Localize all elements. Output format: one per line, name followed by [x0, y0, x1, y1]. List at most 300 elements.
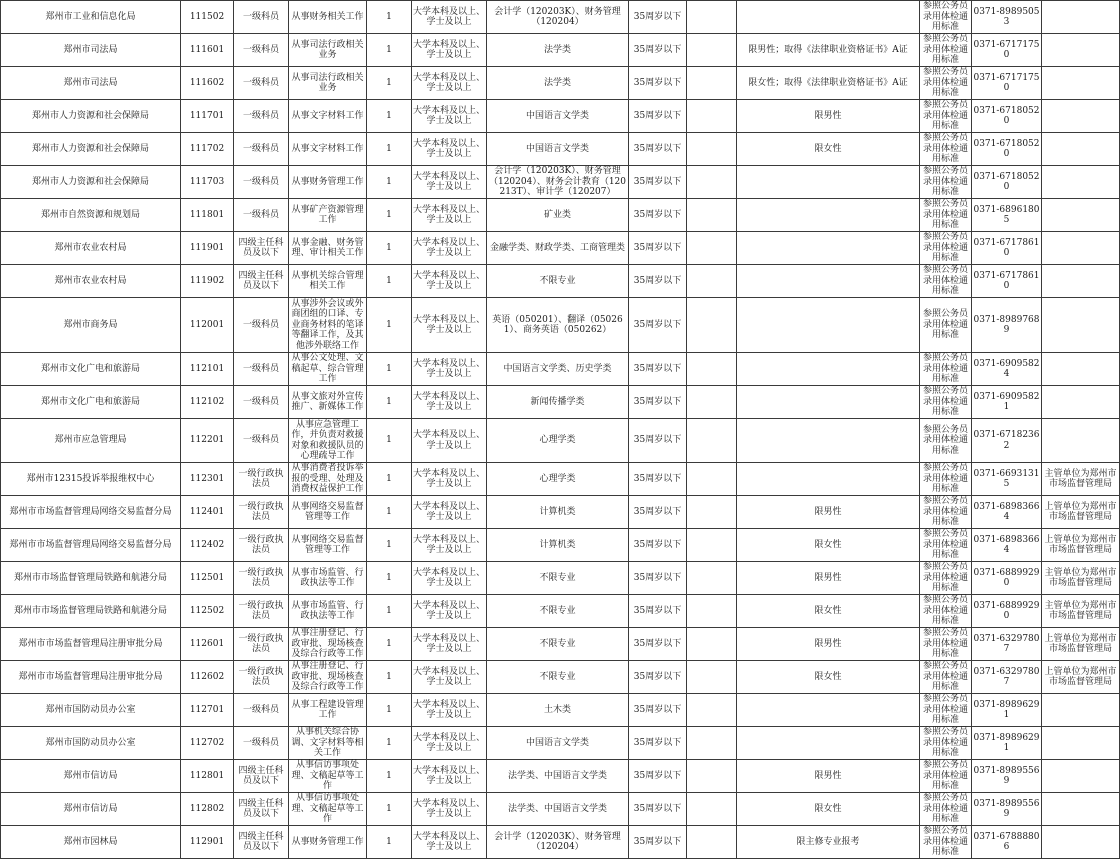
phone-cell: 0371-89897689 — [972, 298, 1042, 353]
unit-cell: 郑州市农业农村局 — [1, 265, 181, 298]
code-cell: 112701 — [181, 694, 234, 727]
code-cell: 112501 — [181, 562, 234, 595]
duty-cell: 从事网络交易监督管理等工作 — [289, 496, 367, 529]
count-cell: 1 — [367, 661, 412, 694]
unit-cell: 郑州市人力资源和社会保障局 — [1, 100, 181, 133]
major-cell: 会计学（120203K）、财务管理（120204）、财务会计教育（120213T）、审计学（120207） — [487, 166, 629, 199]
physical-cell: 参照公务员录用体检通用标准 — [920, 419, 972, 463]
duty-cell: 从事文字材料工作 — [289, 100, 367, 133]
phone-cell: 0371-68983664 — [972, 496, 1042, 529]
table-row — [1, 199, 1120, 232]
remark-cell — [1042, 727, 1120, 760]
rank-cell: 一级行政执法员 — [234, 529, 289, 562]
major-cell: 心理学类 — [487, 419, 629, 463]
unit-cell: 郑州市人力资源和社会保障局 — [1, 166, 181, 199]
major-cell: 法学类 — [487, 67, 629, 100]
table-row — [1, 595, 1120, 628]
other-cell — [687, 1, 737, 34]
code-cell: 112901 — [181, 826, 234, 859]
unit-cell: 郑州市人力资源和社会保障局 — [1, 133, 181, 166]
code-cell: 111601 — [181, 34, 234, 67]
code-cell: 112401 — [181, 496, 234, 529]
duty-cell: 从事工程建设管理工作 — [289, 694, 367, 727]
education-cell: 大学本科及以上、学士及以上 — [412, 826, 487, 859]
other-cell — [687, 727, 737, 760]
physical-cell: 参照公务员录用体检通用标准 — [920, 67, 972, 100]
major-cell: 不限专业 — [487, 661, 629, 694]
condition-cell — [737, 1, 920, 34]
physical-cell: 参照公务员录用体检通用标准 — [920, 232, 972, 265]
rank-cell: 一级行政执法员 — [234, 562, 289, 595]
count-cell: 1 — [367, 694, 412, 727]
condition-cell — [737, 199, 920, 232]
remark-cell — [1042, 67, 1120, 100]
age-cell: 35周岁以下 — [629, 419, 687, 463]
phone-cell: 0371-89896291 — [972, 727, 1042, 760]
education-cell: 大学本科及以上、学士及以上 — [412, 1, 487, 34]
rank-cell: 一级科员 — [234, 386, 289, 419]
table-row — [1, 419, 1120, 463]
condition-cell — [737, 463, 920, 496]
table-row — [1, 298, 1120, 353]
rank-cell: 一级科员 — [234, 353, 289, 386]
other-cell — [687, 661, 737, 694]
phone-cell: 0371-67888806 — [972, 826, 1042, 859]
education-cell: 大学本科及以上、学士及以上 — [412, 232, 487, 265]
table-row — [1, 496, 1120, 529]
education-cell: 大学本科及以上、学士及以上 — [412, 67, 487, 100]
condition-cell: 限女性 — [737, 595, 920, 628]
remark-cell — [1042, 166, 1120, 199]
condition-cell — [737, 694, 920, 727]
education-cell: 大学本科及以上、学士及以上 — [412, 694, 487, 727]
phone-cell: 0371-63297807 — [972, 628, 1042, 661]
education-cell: 大学本科及以上、学士及以上 — [412, 133, 487, 166]
other-cell — [687, 793, 737, 826]
other-cell — [687, 463, 737, 496]
other-cell — [687, 562, 737, 595]
condition-cell: 限男性 — [737, 562, 920, 595]
unit-cell: 郑州市市场监督管理局铁路和航港分局 — [1, 562, 181, 595]
count-cell: 1 — [367, 793, 412, 826]
major-cell: 不限专业 — [487, 628, 629, 661]
remark-cell — [1042, 133, 1120, 166]
table-row — [1, 265, 1120, 298]
unit-cell: 郑州市市场监督管理局网络交易监督分局 — [1, 529, 181, 562]
physical-cell: 参照公务员录用体检通用标准 — [920, 661, 972, 694]
other-cell — [687, 353, 737, 386]
education-cell: 大学本科及以上、学士及以上 — [412, 496, 487, 529]
unit-cell: 郑州市信访局 — [1, 793, 181, 826]
table-row — [1, 232, 1120, 265]
age-cell: 35周岁以下 — [629, 463, 687, 496]
major-cell: 土木类 — [487, 694, 629, 727]
condition-cell — [737, 298, 920, 353]
rank-cell: 四级主任科员及以下 — [234, 793, 289, 826]
table-row — [1, 100, 1120, 133]
rank-cell: 一级行政执法员 — [234, 595, 289, 628]
table-row — [1, 760, 1120, 793]
duty-cell: 从事消费者投诉举报的受理、处理及消费权益保护工作 — [289, 463, 367, 496]
other-cell — [687, 760, 737, 793]
count-cell: 1 — [367, 628, 412, 661]
condition-cell — [737, 232, 920, 265]
remark-cell — [1042, 1, 1120, 34]
education-cell: 大学本科及以上、学士及以上 — [412, 386, 487, 419]
phone-cell: 0371-67182362 — [972, 419, 1042, 463]
condition-cell — [737, 727, 920, 760]
rank-cell: 一级科员 — [234, 67, 289, 100]
phone-cell: 0371-69095824 — [972, 353, 1042, 386]
duty-cell: 从事网络交易监督管理等工作 — [289, 529, 367, 562]
unit-cell: 郑州市信访局 — [1, 760, 181, 793]
rank-cell: 四级主任科员及以下 — [234, 826, 289, 859]
duty-cell: 从事市场监管、行政执法等工作 — [289, 595, 367, 628]
physical-cell: 参照公务员录用体检通用标准 — [920, 529, 972, 562]
duty-cell: 从事司法行政相关业务 — [289, 34, 367, 67]
remark-cell — [1042, 826, 1120, 859]
rank-cell: 一级行政执法员 — [234, 661, 289, 694]
table-row — [1, 529, 1120, 562]
remark-cell — [1042, 199, 1120, 232]
phone-cell: 0371-67171750 — [972, 34, 1042, 67]
phone-cell: 0371-68899290 — [972, 595, 1042, 628]
rank-cell: 一级科员 — [234, 199, 289, 232]
other-cell — [687, 419, 737, 463]
remark-cell — [1042, 298, 1120, 353]
code-cell: 112502 — [181, 595, 234, 628]
unit-cell: 郑州市市场监督管理局注册审批分局 — [1, 661, 181, 694]
code-cell: 111702 — [181, 133, 234, 166]
age-cell: 35周岁以下 — [629, 133, 687, 166]
condition-cell: 限男性 — [737, 760, 920, 793]
major-cell: 新闻传播学类 — [487, 386, 629, 419]
table-row — [1, 727, 1120, 760]
physical-cell: 参照公务员录用体检通用标准 — [920, 133, 972, 166]
other-cell — [687, 595, 737, 628]
rank-cell: 一级行政执法员 — [234, 628, 289, 661]
duty-cell: 从事财务管理工作 — [289, 166, 367, 199]
count-cell: 1 — [367, 199, 412, 232]
count-cell: 1 — [367, 727, 412, 760]
duty-cell: 从事机关综合协调、文字材料等相关工作 — [289, 727, 367, 760]
physical-cell: 参照公务员录用体检通用标准 — [920, 562, 972, 595]
rank-cell: 四级主任科员及以下 — [234, 265, 289, 298]
duty-cell: 从事信访事项处理、文稿起草等工作 — [289, 760, 367, 793]
education-cell: 大学本科及以上、学士及以上 — [412, 419, 487, 463]
age-cell: 35周岁以下 — [629, 353, 687, 386]
other-cell — [687, 199, 737, 232]
rank-cell: 一级科员 — [234, 1, 289, 34]
unit-cell: 郑州市国防动员办公室 — [1, 727, 181, 760]
education-cell: 大学本科及以上、学士及以上 — [412, 529, 487, 562]
rank-cell: 四级主任科员及以下 — [234, 760, 289, 793]
other-cell — [687, 298, 737, 353]
condition-cell: 限女性 — [737, 793, 920, 826]
code-cell: 112402 — [181, 529, 234, 562]
age-cell: 35周岁以下 — [629, 727, 687, 760]
age-cell: 35周岁以下 — [629, 562, 687, 595]
physical-cell: 参照公务员录用体检通用标准 — [920, 34, 972, 67]
table-row — [1, 463, 1120, 496]
major-cell: 法学类、中国语言文学类 — [487, 793, 629, 826]
unit-cell: 郑州市12315投诉举报维权中心 — [1, 463, 181, 496]
other-cell — [687, 265, 737, 298]
code-cell: 112602 — [181, 661, 234, 694]
physical-cell: 参照公务员录用体检通用标准 — [920, 265, 972, 298]
physical-cell: 参照公务员录用体检通用标准 — [920, 386, 972, 419]
duty-cell: 从事市场监管、行政执法等工作 — [289, 562, 367, 595]
education-cell: 大学本科及以上、学士及以上 — [412, 265, 487, 298]
remark-cell — [1042, 386, 1120, 419]
code-cell: 112201 — [181, 419, 234, 463]
condition-cell — [737, 419, 920, 463]
phone-cell: 0371-89895569 — [972, 793, 1042, 826]
count-cell: 1 — [367, 1, 412, 34]
education-cell: 大学本科及以上、学士及以上 — [412, 727, 487, 760]
code-cell: 111801 — [181, 199, 234, 232]
phone-cell: 0371-69095821 — [972, 386, 1042, 419]
age-cell: 35周岁以下 — [629, 265, 687, 298]
table-row — [1, 628, 1120, 661]
unit-cell: 郑州市市场监督管理局铁路和航港分局 — [1, 595, 181, 628]
major-cell: 会计学（120203K）、财务管理（120204） — [487, 826, 629, 859]
age-cell: 35周岁以下 — [629, 166, 687, 199]
count-cell: 1 — [367, 760, 412, 793]
remark-cell — [1042, 100, 1120, 133]
physical-cell: 参照公务员录用体检通用标准 — [920, 760, 972, 793]
phone-cell: 0371-89896291 — [972, 694, 1042, 727]
unit-cell: 郑州市工业和信息化局 — [1, 1, 181, 34]
count-cell: 1 — [367, 100, 412, 133]
other-cell — [687, 166, 737, 199]
major-cell: 法学类 — [487, 34, 629, 67]
other-cell — [687, 529, 737, 562]
age-cell: 35周岁以下 — [629, 661, 687, 694]
code-cell: 111602 — [181, 67, 234, 100]
major-cell: 中国语言文学类、历史学类 — [487, 353, 629, 386]
phone-cell: 0371-67178610 — [972, 232, 1042, 265]
unit-cell: 郑州市市场监督管理局网络交易监督分局 — [1, 496, 181, 529]
age-cell: 35周岁以下 — [629, 232, 687, 265]
major-cell: 中国语言文学类 — [487, 133, 629, 166]
physical-cell: 参照公务员录用体检通用标准 — [920, 463, 972, 496]
other-cell — [687, 232, 737, 265]
table-row — [1, 1, 1120, 34]
rank-cell: 一级科员 — [234, 166, 289, 199]
table-row — [1, 133, 1120, 166]
code-cell: 111901 — [181, 232, 234, 265]
duty-cell: 从事机关综合管理相关工作 — [289, 265, 367, 298]
education-cell: 大学本科及以上、学士及以上 — [412, 562, 487, 595]
rank-cell: 一级科员 — [234, 100, 289, 133]
code-cell: 111902 — [181, 265, 234, 298]
duty-cell: 从事公文处理、文稿起草、综合管理工作 — [289, 353, 367, 386]
phone-cell: 0371-67171750 — [972, 67, 1042, 100]
other-cell — [687, 34, 737, 67]
condition-cell: 限男性；取得《法律职业资格证书》A证 — [737, 34, 920, 67]
duty-cell: 从事司法行政相关业务 — [289, 67, 367, 100]
education-cell: 大学本科及以上、学士及以上 — [412, 353, 487, 386]
rank-cell: 一级行政执法员 — [234, 463, 289, 496]
physical-cell: 参照公务员录用体检通用标准 — [920, 694, 972, 727]
table-row — [1, 694, 1120, 727]
duty-cell: 从事应急管理工作，并负责对救援对象和救援队员的心理疏导工作 — [289, 419, 367, 463]
education-cell: 大学本科及以上、学士及以上 — [412, 100, 487, 133]
code-cell: 111703 — [181, 166, 234, 199]
unit-cell: 郑州市司法局 — [1, 34, 181, 67]
major-cell: 不限专业 — [487, 595, 629, 628]
education-cell: 大学本科及以上、学士及以上 — [412, 463, 487, 496]
phone-cell: 0371-66931315 — [972, 463, 1042, 496]
physical-cell: 参照公务员录用体检通用标准 — [920, 298, 972, 353]
code-cell: 111502 — [181, 1, 234, 34]
code-cell: 112801 — [181, 760, 234, 793]
duty-cell: 从事金融、财务管理、审计相关工作 — [289, 232, 367, 265]
age-cell: 35周岁以下 — [629, 67, 687, 100]
age-cell: 35周岁以下 — [629, 529, 687, 562]
count-cell: 1 — [367, 265, 412, 298]
education-cell: 大学本科及以上、学士及以上 — [412, 199, 487, 232]
remark-cell: 主管单位为郑州市市场监督管理局 — [1042, 463, 1120, 496]
duty-cell: 从事文字材料工作 — [289, 133, 367, 166]
unit-cell: 郑州市市场监督管理局注册审批分局 — [1, 628, 181, 661]
age-cell: 35周岁以下 — [629, 298, 687, 353]
remark-cell — [1042, 419, 1120, 463]
phone-cell: 0371-68961805 — [972, 199, 1042, 232]
rank-cell: 一级行政执法员 — [234, 496, 289, 529]
education-cell: 大学本科及以上、学士及以上 — [412, 166, 487, 199]
rank-cell: 四级主任科员及以下 — [234, 232, 289, 265]
physical-cell: 参照公务员录用体检通用标准 — [920, 727, 972, 760]
count-cell: 1 — [367, 386, 412, 419]
table-row — [1, 793, 1120, 826]
count-cell: 1 — [367, 496, 412, 529]
other-cell — [687, 133, 737, 166]
count-cell: 1 — [367, 419, 412, 463]
duty-cell: 从事注册登记、行政审批、现场核查及综合行政等工作 — [289, 661, 367, 694]
other-cell — [687, 100, 737, 133]
major-cell: 矿业类 — [487, 199, 629, 232]
code-cell: 112301 — [181, 463, 234, 496]
physical-cell: 参照公务员录用体检通用标准 — [920, 353, 972, 386]
other-cell — [687, 826, 737, 859]
duty-cell: 从事信访事项处理、文稿起草等工作 — [289, 793, 367, 826]
rank-cell: 一级科员 — [234, 34, 289, 67]
major-cell: 计算机类 — [487, 529, 629, 562]
age-cell: 35周岁以下 — [629, 496, 687, 529]
other-cell — [687, 628, 737, 661]
physical-cell: 参照公务员录用体检通用标准 — [920, 826, 972, 859]
remark-cell — [1042, 760, 1120, 793]
condition-cell: 限女性 — [737, 133, 920, 166]
age-cell: 35周岁以下 — [629, 199, 687, 232]
other-cell — [687, 496, 737, 529]
major-cell: 会计学（120203K）、财务管理（120204） — [487, 1, 629, 34]
phone-cell: 0371-89895053 — [972, 1, 1042, 34]
age-cell: 35周岁以下 — [629, 628, 687, 661]
physical-cell: 参照公务员录用体检通用标准 — [920, 496, 972, 529]
table-row — [1, 353, 1120, 386]
age-cell: 35周岁以下 — [629, 760, 687, 793]
remark-cell — [1042, 232, 1120, 265]
phone-cell: 0371-68899290 — [972, 562, 1042, 595]
table-row — [1, 562, 1120, 595]
table-row — [1, 166, 1120, 199]
code-cell: 111701 — [181, 100, 234, 133]
education-cell: 大学本科及以上、学士及以上 — [412, 628, 487, 661]
major-cell: 心理学类 — [487, 463, 629, 496]
phone-cell: 0371-63297807 — [972, 661, 1042, 694]
count-cell: 1 — [367, 595, 412, 628]
education-cell: 大学本科及以上、学士及以上 — [412, 595, 487, 628]
unit-cell: 郑州市文化广电和旅游局 — [1, 386, 181, 419]
remark-cell: 上管单位为郑州市市场监督管理局 — [1042, 661, 1120, 694]
age-cell: 35周岁以下 — [629, 100, 687, 133]
remark-cell — [1042, 353, 1120, 386]
duty-cell: 从事注册登记、行政审批、现场核查及综合行政等工作 — [289, 628, 367, 661]
other-cell — [687, 694, 737, 727]
phone-cell: 0371-67180520 — [972, 166, 1042, 199]
remark-cell: 上管单位为郑州市市场监督管理局 — [1042, 529, 1120, 562]
count-cell: 1 — [367, 67, 412, 100]
duty-cell: 从事涉外会议或外商团组的口译、专业商务材料的笔译等翻译工作，及其他涉外联络工作 — [289, 298, 367, 353]
education-cell: 大学本科及以上、学士及以上 — [412, 34, 487, 67]
age-cell: 35周岁以下 — [629, 793, 687, 826]
code-cell: 112802 — [181, 793, 234, 826]
age-cell: 35周岁以下 — [629, 595, 687, 628]
count-cell: 1 — [367, 166, 412, 199]
table-row — [1, 34, 1120, 67]
phone-cell: 0371-89895569 — [972, 760, 1042, 793]
phone-cell: 0371-67180520 — [972, 133, 1042, 166]
count-cell: 1 — [367, 529, 412, 562]
other-cell — [687, 386, 737, 419]
unit-cell: 郑州市商务局 — [1, 298, 181, 353]
physical-cell: 参照公务员录用体检通用标准 — [920, 100, 972, 133]
condition-cell — [737, 166, 920, 199]
rank-cell: 一级科员 — [234, 133, 289, 166]
count-cell: 1 — [367, 232, 412, 265]
major-cell: 英语（050201）、翻译（050261）、商务英语（050262） — [487, 298, 629, 353]
education-cell: 大学本科及以上、学士及以上 — [412, 760, 487, 793]
table-row — [1, 386, 1120, 419]
remark-cell — [1042, 34, 1120, 67]
age-cell: 35周岁以下 — [629, 694, 687, 727]
code-cell: 112601 — [181, 628, 234, 661]
unit-cell: 郑州市应急管理局 — [1, 419, 181, 463]
table-row — [1, 661, 1120, 694]
remark-cell: 上管单位为郑州市市场监督管理局 — [1042, 628, 1120, 661]
condition-cell — [737, 265, 920, 298]
education-cell: 大学本科及以上、学士及以上 — [412, 661, 487, 694]
physical-cell: 参照公务员录用体检通用标准 — [920, 1, 972, 34]
physical-cell: 参照公务员录用体检通用标准 — [920, 628, 972, 661]
unit-cell: 郑州市自然资源和规划局 — [1, 199, 181, 232]
age-cell: 35周岁以下 — [629, 386, 687, 419]
code-cell: 112102 — [181, 386, 234, 419]
age-cell: 35周岁以下 — [629, 826, 687, 859]
physical-cell: 参照公务员录用体检通用标准 — [920, 199, 972, 232]
rank-cell: 一级科员 — [234, 419, 289, 463]
duty-cell: 从事财务相关工作 — [289, 1, 367, 34]
age-cell: 35周岁以下 — [629, 1, 687, 34]
education-cell: 大学本科及以上、学士及以上 — [412, 298, 487, 353]
unit-cell: 郑州市国防动员办公室 — [1, 694, 181, 727]
code-cell: 112702 — [181, 727, 234, 760]
other-cell — [687, 67, 737, 100]
condition-cell: 限男性 — [737, 100, 920, 133]
